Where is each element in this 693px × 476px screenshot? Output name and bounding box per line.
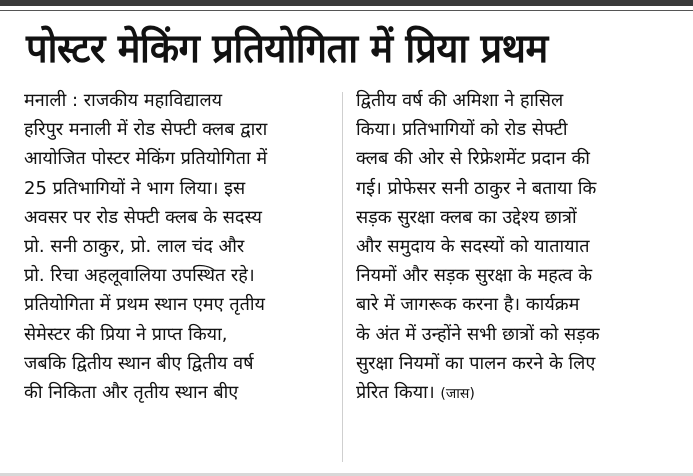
right-line-7: नियमों और सड़क सुरक्षा के महत्व के	[356, 265, 593, 287]
column-divider	[342, 92, 343, 462]
right-line-8: बारे में जागरूक करना है। कार्यक्रम	[356, 294, 580, 316]
left-line-5: अवसर पर रोड सेफ्टी क्लब के सदस्य	[24, 206, 262, 228]
left-line-8: प्रतियोगिता में प्रथम स्थान एमए तृतीय	[24, 294, 265, 316]
right-line-6: और समुदाय के सदस्यों को यातायात	[356, 236, 590, 258]
right-line-5: सड़क सुरक्षा क्लब का उद्देश्य छात्रों	[356, 206, 577, 228]
reporter-credit: (जास)	[440, 386, 475, 403]
left-line-10: जबकि द्वितीय स्थान बीए द्वितीय वर्ष	[24, 352, 254, 374]
right-line-2: किया। प्रतिभागियों को रोड सेफ्टी	[356, 119, 568, 141]
right-line-3: क्लब की ओर से रिफ्रेशमेंट प्रदान की	[356, 148, 590, 170]
right-line-10: सुरक्षा नियमों का पालन करने के लिए	[356, 352, 596, 374]
right-line-11	[356, 378, 676, 409]
article-headline: पोस्टर मेकिंग प्रतियोगिता में प्रिया प्रथम	[26, 26, 548, 72]
top-border-thin-rule	[0, 10, 693, 11]
left-line-9: सेमेस्टर की प्रिया ने प्राप्त किया,	[24, 323, 228, 345]
article-column-left	[24, 86, 344, 407]
right-line-9: के अंत में उन्होंने सभी छात्रों को सड़क	[356, 323, 600, 345]
left-line-1: मनाली : राजकीय महाविद्यालय	[24, 90, 223, 111]
left-line-2: हरिपुर मनाली में रोड सेफ्टी क्लब द्वारा	[24, 119, 268, 141]
top-border-rule	[0, 0, 693, 6]
right-line-4: गई। प्रोफेसर सनी ठाकुर ने बताया कि	[356, 177, 597, 199]
left-line-7: प्रो. रिचा अहलूवालिया उपस्थित रहे।	[24, 265, 255, 287]
right-line-11-text: प्रेरित किया।	[356, 382, 435, 404]
right-line-1: द्वितीय वर्ष की अमिशा ने हासिल	[356, 90, 564, 111]
left-line-11: की निकिता और तृतीय स्थान बीए	[24, 382, 239, 404]
left-line-4: 25 प्रतिभागियों ने भाग लिया। इस	[24, 177, 246, 199]
article-column-right	[356, 86, 676, 409]
left-line-3: आयोजित पोस्टर मेकिंग प्रतियोगिता में	[24, 148, 268, 170]
left-line-6: प्रो. सनी ठाकुर, प्रो. लाल चंद और	[24, 236, 245, 258]
